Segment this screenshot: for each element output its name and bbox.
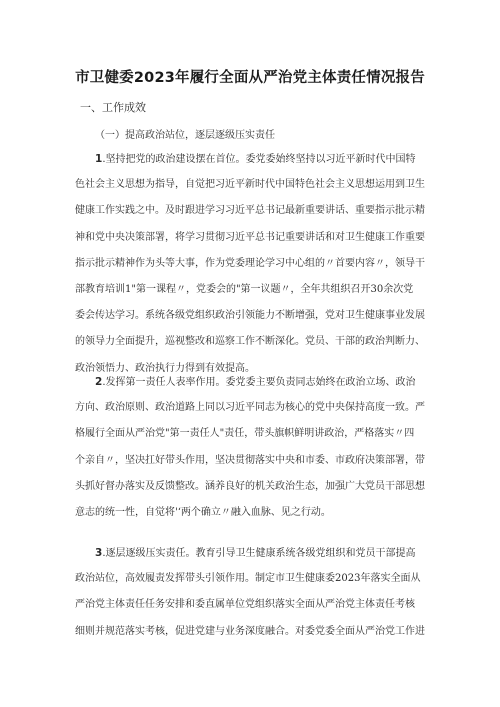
paragraph-line: 个亲自〃，坚决扛好带头作用，坚决贯彻落实中央和市委、市政府决策部署，带 xyxy=(75,454,425,466)
paragraph-line: 的领导力全面提升，巡视整改和巡察工作不断深化。党员、干部的政治判断力、 xyxy=(75,336,425,348)
sub-heading: （一）提高政治站位，逐层逐级压实责任 xyxy=(95,130,275,141)
paragraph-number: 3 xyxy=(95,547,103,559)
paragraph-line: 色社会主义思想为指导，自觉把习近平新时代中国特色社会主义思想运用到卫生 xyxy=(75,179,425,191)
paragraph-line: 严治党主体责任任务安排和委直属单位党组织落实全面从严治党主体责任考核 xyxy=(75,599,415,611)
paragraph-line xyxy=(75,369,431,395)
paragraph-text: .逐层逐级压实责任。教育引导卫生健康系统各级党组织和党员干部提高 xyxy=(102,548,416,559)
paragraph-line: 委会传达学习。系统各级党组织政治引领能力不断增强，党对卫生健康事业发展 xyxy=(75,310,425,322)
paragraph-line: 格履行全面从严治党"第一责任人"责任，带头旗帜鲜明讲政治，严格落实〃四 xyxy=(75,428,415,440)
paragraph-line: 健康工作实践之中。及时跟进学习习近平总书记最新重要讲话、重要指示批示精 xyxy=(75,205,425,217)
section-heading: 一、工作成效 xyxy=(80,101,146,114)
paragraph-number: 2 xyxy=(95,376,103,388)
paragraph-line: 政治领悟力、政治执行力得到有效提高。 xyxy=(75,362,255,374)
paragraph-line: 指示批示精神作为头等大事，作为党委理论学习中心组的〃首要内容〃，领导干 xyxy=(75,257,425,269)
paragraph-2 xyxy=(75,369,431,526)
paragraph-line: 政治站位，高效履责发挥带头引领作用。制定市卫生健康委2023年落实全面从 xyxy=(75,573,421,585)
paragraph-line xyxy=(75,146,431,172)
paragraph-1 xyxy=(75,146,431,382)
paragraph-number: 1 xyxy=(95,153,103,165)
paragraph-line: 细则并规范落实考核，促进党建与业务深度融合。对委党委全面从严治党工作进 xyxy=(75,625,425,637)
paragraph-text: .坚持把党的政治建设摆在首位。委党委始终坚持以习近平新时代中国特 xyxy=(102,154,416,165)
document-title: 市卫健委2023年履行全面从严治党主体责任情况报告 xyxy=(75,70,425,86)
paragraph-line xyxy=(75,540,431,566)
paragraph-line: 意志的统一性，自觉将'‘两个确立〃融入血脉、见之行动。 xyxy=(75,506,331,518)
paragraph-line: 神和党中央决策部署，将学习贯彻习近平总书记重要讲话和对卫生健康工作重要 xyxy=(75,231,425,243)
paragraph-line: 方向、政治原则、政治道路上同以习近平同志为核心的党中央保持高度一致。严 xyxy=(75,402,425,414)
paragraph-line: 头抓好督办落实及反馈整改。涵养良好的机关政治生态，加强广大党员干部思想 xyxy=(75,480,425,492)
paragraph-3 xyxy=(75,540,431,645)
paragraph-line: 部教育培训1"第一课程〃，党委会的"第一议题〃，全年共组织召开30余次党 xyxy=(75,283,414,295)
paragraph-text: .发挥第一责任人表率作用。委党委主要负责同志始终在政治立场、政治 xyxy=(102,377,416,388)
